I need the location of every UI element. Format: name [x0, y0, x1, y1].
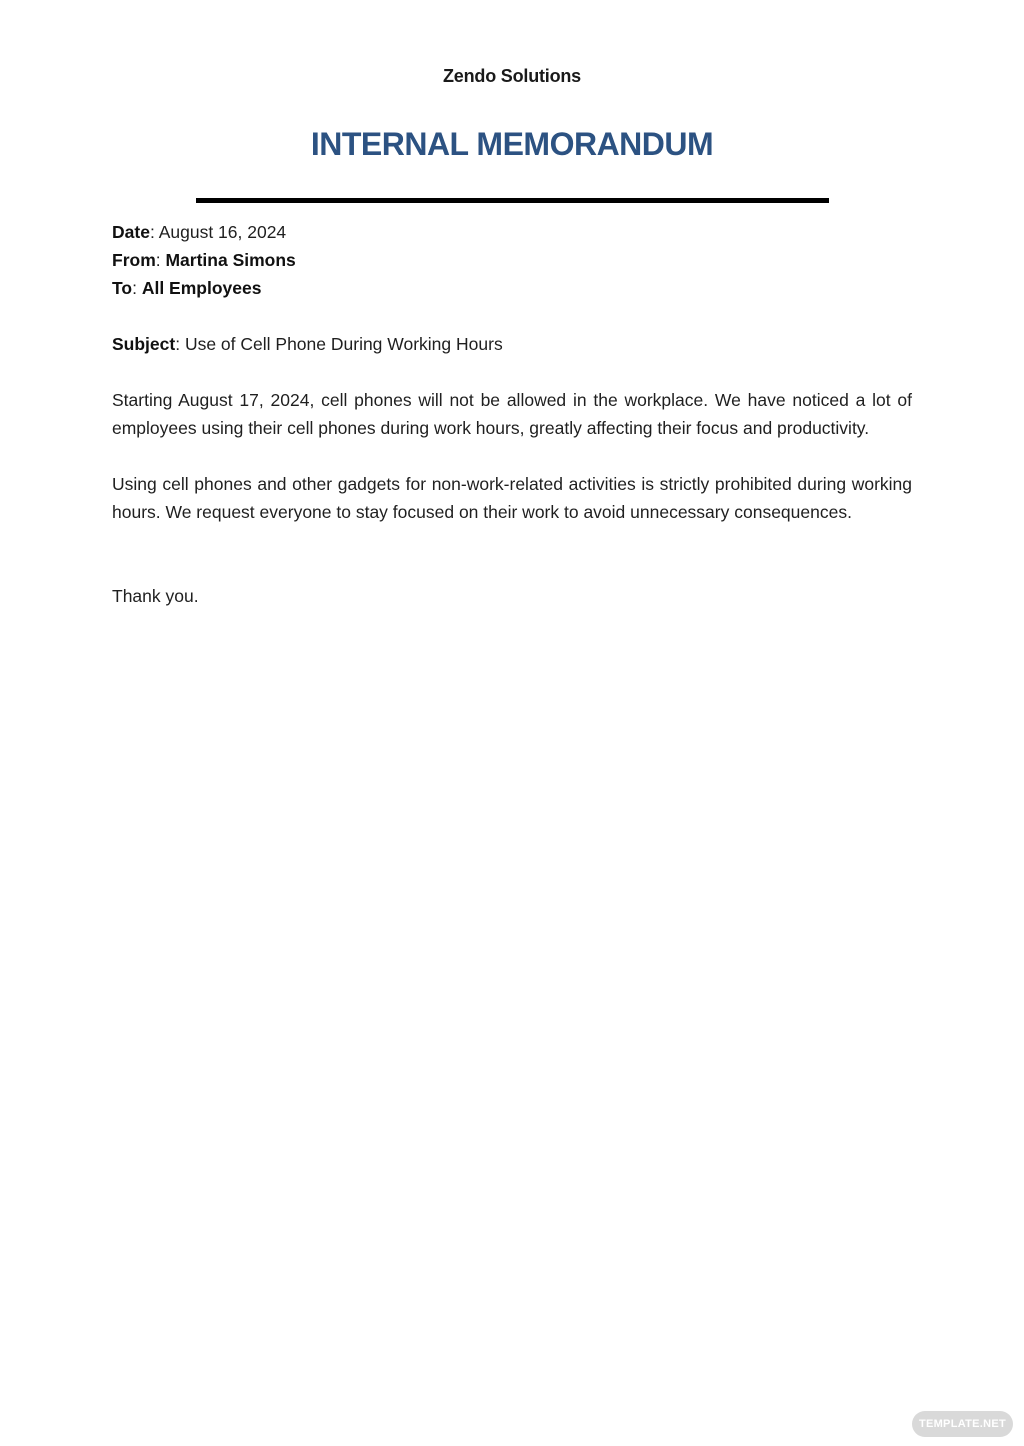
date-label: Date: [112, 222, 150, 242]
title-divider: [196, 198, 829, 203]
from-line: From: Martina Simons: [112, 250, 296, 270]
to-label: To: [112, 278, 133, 298]
subject-value: Use of Cell Phone During Working Hours: [184, 334, 503, 354]
subject-label: Subject: [112, 334, 176, 354]
from-label: From: [112, 250, 156, 270]
body-paragraph-2: Using cell phones and other gadgets for non-work-related activities is strictly prohibited during working hours. We request everyone to stay focused on their work to avoid unnecessary consequences.: [112, 474, 912, 522]
company-name: Zendo Solutions: [443, 66, 581, 86]
to-line: To: All Employees: [112, 278, 262, 298]
closing-line: Thank you.: [112, 586, 199, 606]
memo-title: INTERNAL MEMORANDUM: [310, 126, 714, 162]
memo-body: [112, 218, 912, 610]
subject-line: Subject: Use of Cell Phone During Working Hours: [112, 334, 503, 354]
date-line: Date: August 16, 2024: [112, 222, 287, 242]
date-value: August 16, 2024: [158, 222, 287, 242]
body-paragraph-1: Starting August 17, 2024, cell phones will not be allowed in the workplace. We have noticed a lot of employees using their cell phones during work hours, greatly affecting their focus and productivity.: [112, 390, 912, 438]
from-value: Martina Simons: [165, 250, 296, 270]
to-value: All Employees: [141, 278, 262, 298]
template-watermark: TEMPLATE.NET: [912, 1411, 1013, 1437]
